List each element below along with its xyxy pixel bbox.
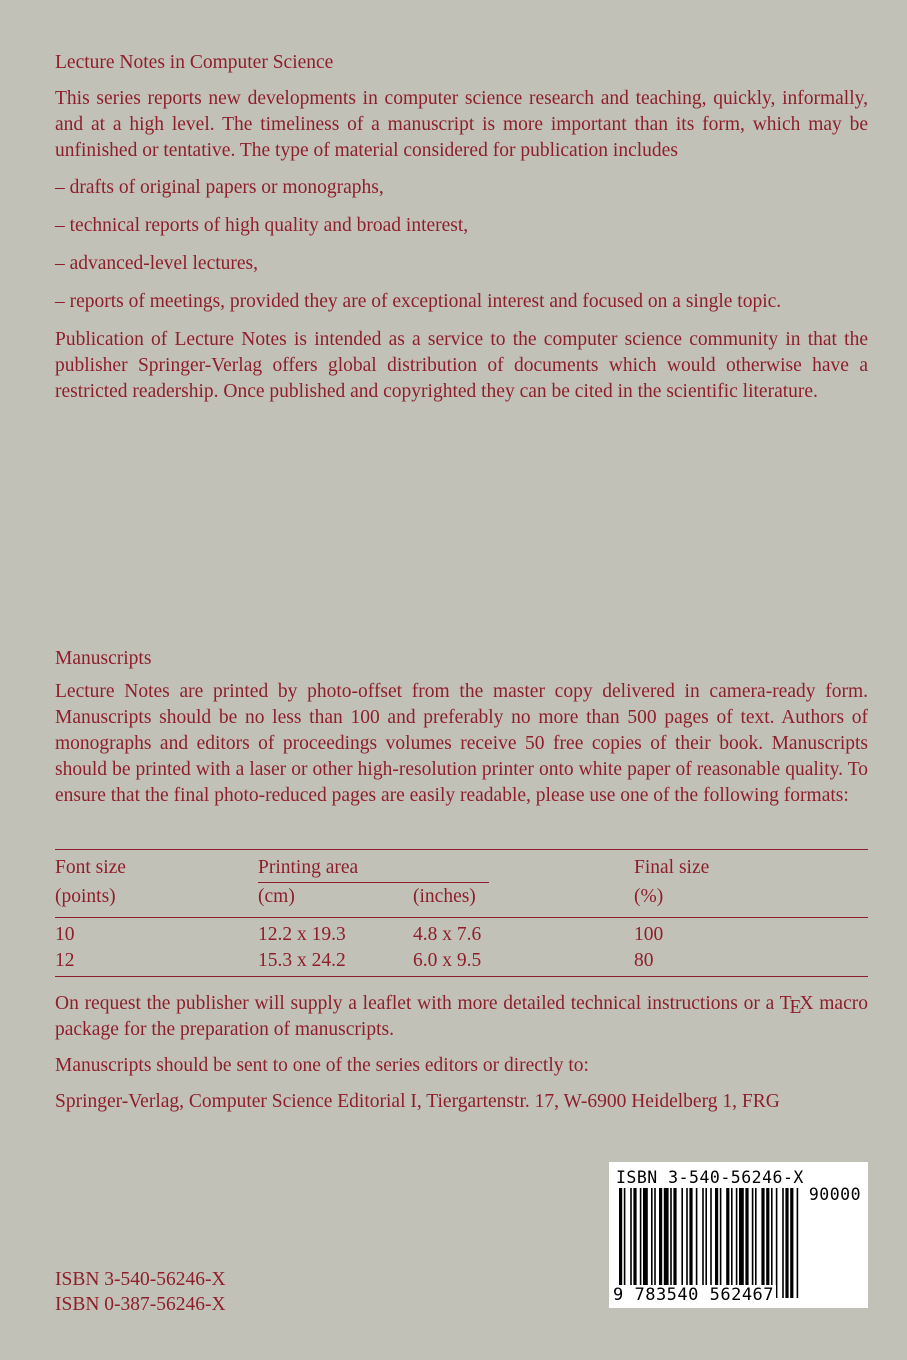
list-item: – reports of meetings, provided they are of exceptional interest and focused on a single topic. — [55, 291, 782, 312]
barcode-bar — [624, 1188, 626, 1298]
barcode-bar — [715, 1188, 718, 1298]
series-closing: Publication of Lecture Notes is intended as a service to the computer science community in that the publisher Springer-Verlag offers global distribution of documents which would otherwise have a restricted readership. Once published and copyrighted they can be cited in the scientific literature. — [55, 329, 868, 402]
barcode-bar — [659, 1188, 662, 1298]
header-printing-area: Printing area — [258, 857, 359, 878]
request-line1: On request the publisher will supply a leaflet with more detailed technical instructions or a T — [55, 993, 792, 1014]
table-cell: 12 — [55, 950, 75, 971]
table-top-rule — [55, 849, 868, 850]
barcode-bar — [651, 1188, 653, 1298]
barcode-bar — [643, 1188, 648, 1298]
manuscripts-section — [55, 646, 868, 809]
header-font-size: Font size — [55, 857, 126, 878]
barcode-bar — [782, 1188, 784, 1298]
table-cell: 10 — [55, 924, 75, 945]
table-cell: 12.2 x 19.3 — [258, 924, 346, 945]
barcode-bar — [689, 1188, 692, 1298]
barcode-bar — [736, 1188, 738, 1298]
isbn-list — [55, 1267, 226, 1317]
request-line2: macro package for the preparation of manuscripts. — [55, 993, 868, 1040]
barcode-bar — [696, 1188, 698, 1298]
table-header-rule — [55, 917, 868, 918]
barcode-bar — [664, 1188, 669, 1298]
barcode-bar — [630, 1188, 632, 1298]
barcode-bar — [797, 1188, 799, 1298]
header-cm: (cm) — [258, 886, 295, 907]
header-final-size: Final size — [634, 857, 710, 878]
request-section — [55, 991, 868, 1125]
isbn-line: ISBN 3-540-56246-X — [55, 1269, 226, 1290]
header-inches: (inches) — [413, 886, 476, 907]
header-font-size-unit: (points) — [55, 886, 116, 907]
barcode-bar — [771, 1188, 773, 1298]
table-bottom-rule — [55, 976, 868, 977]
barcode-bar — [739, 1188, 744, 1298]
isbn-line: ISBN 0-387-56246-X — [55, 1294, 226, 1315]
list-item: – drafts of original papers or monographs, — [55, 177, 384, 198]
barcode-bar — [785, 1188, 788, 1298]
table-cell: 15.3 x 24.2 — [258, 950, 346, 971]
list-item: – advanced-level lectures, — [55, 253, 259, 274]
request-text — [55, 991, 868, 1043]
barcode — [609, 1162, 868, 1308]
series-section — [55, 50, 868, 405]
barcode-bar — [726, 1188, 729, 1298]
barcode-bar — [686, 1188, 688, 1298]
manuscripts-body: Lecture Notes are printed by photo-offset from the master copy delivered in camera-ready form. Manuscripts should be no less than 100 and preferably no more than 500 pages of text. Authors of monographs and editors of proceedings volumes receive 50 free copies of their book. Manuscripts should be printed with a laser or other high-resolution printer onto white paper of reasonable quality. To ensure that the final photo-reduced pages are easily readable, please use one of the following formats: — [55, 681, 868, 806]
manuscripts-title: Manuscripts — [55, 648, 152, 669]
tex-x: X — [799, 993, 814, 1014]
header-final-size-unit: (%) — [634, 886, 664, 907]
barcode-bars — [619, 1188, 859, 1298]
barcode-bar — [619, 1188, 622, 1298]
barcode-bar — [633, 1188, 636, 1298]
series-intro: This series reports new developments in computer science research and teaching, quickly, informally, and at a high level. The timeliness of a manuscript is more important than its form, which may be unfinished or tentative. The type of material considered for publication includes — [55, 88, 868, 161]
barcode-bar — [702, 1188, 704, 1298]
barcode-isbn-label: ISBN 3-540-56246-X — [616, 1168, 804, 1187]
barcode-bar — [790, 1188, 793, 1298]
address-text: Springer-Verlag, Computer Science Editorial I, Tiergartenstr. 17, W-6900 Heidelberg 1, FRG — [55, 1091, 780, 1112]
barcode-bar — [761, 1188, 764, 1298]
barcode-bar — [670, 1188, 672, 1298]
send-to-text: Manuscripts should be sent to one of the series editors or directly to: — [55, 1055, 589, 1076]
barcode-bar — [731, 1188, 733, 1298]
barcode-bar — [776, 1188, 778, 1298]
barcode-bar — [766, 1188, 769, 1298]
barcode-ean-digits: 9 783540 562467 — [613, 1285, 775, 1305]
barcode-bar — [654, 1188, 656, 1298]
barcode-bar — [755, 1188, 757, 1298]
tex-e: E — [789, 997, 802, 1018]
printing-area-rule — [258, 882, 489, 883]
barcode-bar — [673, 1188, 676, 1298]
table-cell: 6.0 x 9.5 — [413, 950, 482, 971]
barcode-bar — [640, 1188, 642, 1298]
barcode-bar — [752, 1188, 754, 1298]
barcode-bar — [681, 1188, 683, 1298]
barcode-price-code: 90000 — [808, 1185, 861, 1204]
table-cell: 4.8 x 7.6 — [413, 924, 482, 945]
table-cell: 100 — [634, 924, 664, 945]
barcode-bar — [710, 1188, 712, 1298]
table-cell: 80 — [634, 950, 654, 971]
barcode-bar — [745, 1188, 748, 1298]
barcode-bar — [705, 1188, 707, 1298]
barcode-bar — [720, 1188, 722, 1298]
series-title: Lecture Notes in Computer Science — [55, 52, 334, 73]
list-item: – technical reports of high quality and broad interest, — [55, 215, 469, 236]
